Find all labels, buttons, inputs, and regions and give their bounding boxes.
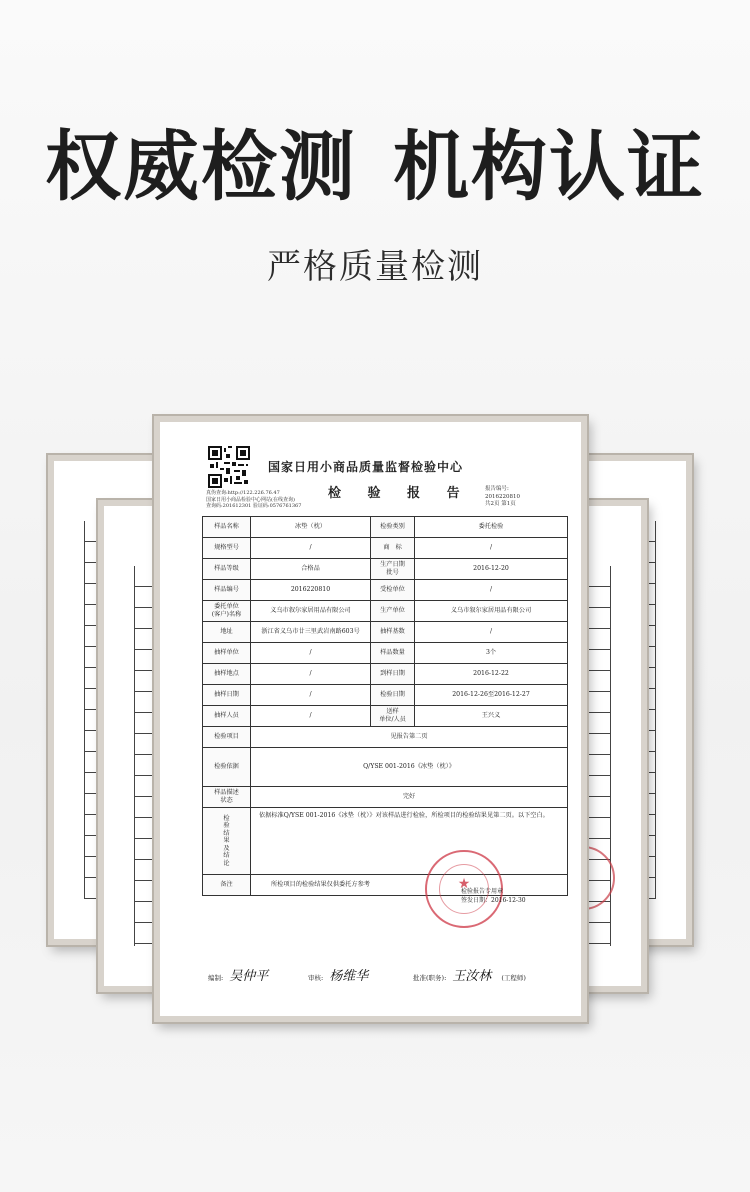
approver-signature: 批准(职务): 王汝林 (工程师) — [413, 969, 526, 984]
headline — [0, 122, 750, 212]
cell-label: 地址 — [203, 622, 251, 643]
sign-date: 签发日期：2016-12-30 — [461, 897, 526, 904]
cell-value: 完好 — [251, 787, 568, 808]
qr-code-icon — [208, 446, 250, 488]
cell-label: 检验日期 — [371, 685, 415, 706]
cell-value: / — [251, 664, 371, 685]
table-row — [203, 517, 568, 538]
report-title: 检 验 报 告 — [328, 486, 471, 501]
cell-value: / — [415, 580, 568, 601]
cell-label: 商 标 — [371, 538, 415, 559]
center-name: 国家日用小商品质量监督检验中心 — [268, 460, 464, 474]
inspection-report — [168, 430, 573, 1008]
cell-value: 冰垫（枕） — [251, 517, 371, 538]
table-row — [203, 808, 568, 875]
conclusion-text: 依据标准Q/YSE 001-2016《冰垫（枕）》对该样品进行检验，所检项目的检验结果见第二页。以下空白。 — [259, 812, 549, 819]
page-info: 共2页 第1页 — [485, 501, 516, 507]
table-row — [203, 706, 568, 727]
headline-part1: 权威检测 — [45, 122, 357, 211]
query-line: 真伪查询:http://122.226.76.47 — [206, 490, 280, 496]
cell-label: 送样 单位/人员 — [371, 706, 415, 727]
cell-label: 到样日期 — [371, 664, 415, 685]
cell-label: 检验依据 — [203, 748, 251, 787]
cell-value: / — [415, 622, 568, 643]
cell-label: 检验项目 — [203, 727, 251, 748]
report-table — [202, 516, 568, 896]
cell-label: 样品等级 — [203, 559, 251, 580]
cell-value: 2016-12-22 — [415, 664, 568, 685]
table-row — [203, 601, 568, 622]
cell-label: 抽样基数 — [371, 622, 415, 643]
cell-label: 受检单位 — [371, 580, 415, 601]
cell-value: / — [251, 685, 371, 706]
table-row — [203, 538, 568, 559]
cell-value: 所检项目的检验结果仅供委托方参考 — [251, 875, 568, 896]
cell-label: 抽样地点 — [203, 664, 251, 685]
cell-value: 委托检验 — [415, 517, 568, 538]
cell-value: 浙江省义乌市廿三里武岩南路603号 — [251, 622, 371, 643]
report-number-block — [485, 486, 520, 509]
cell-label: 样品数量 — [371, 643, 415, 664]
cell-value: / — [415, 538, 568, 559]
cell-label: 样品名称 — [203, 517, 251, 538]
cell-label: 抽样人员 — [203, 706, 251, 727]
table-row — [203, 580, 568, 601]
cell-label: 备注 — [203, 875, 251, 896]
query-line: 国家日用小商品检验中心网站(在线查询) — [206, 496, 295, 503]
table-row — [203, 787, 568, 808]
cell-value: 见报告第二页 — [251, 727, 568, 748]
cell-value: / — [251, 706, 371, 727]
cell-value: / — [251, 643, 371, 664]
table-row — [203, 664, 568, 685]
cell-label: 规格型号 — [203, 538, 251, 559]
cell-label: 样品描述 状态 — [203, 787, 251, 808]
cell-label: 检验类别 — [371, 517, 415, 538]
report-number: 2016220810 — [485, 493, 520, 500]
headline-part2: 机构认证 — [393, 122, 705, 211]
official-seal: ★ — [425, 850, 503, 928]
table-row — [203, 643, 568, 664]
cell-value: Q/YSE 001-2016《冰垫（枕）》 — [251, 748, 568, 787]
cell-label: 委托单位 (客户)名称 — [203, 601, 251, 622]
cell-value: 王兴义 — [415, 706, 568, 727]
cell-label: 样品编号 — [203, 580, 251, 601]
cell-label: 生产日期 批号 — [371, 559, 415, 580]
table-row — [203, 622, 568, 643]
cell-value: 2016220810 — [251, 580, 371, 601]
cell-value: 2016-12-20 — [415, 559, 568, 580]
table-row — [203, 748, 568, 787]
cell-value: 2016-12-26至2016-12-27 — [415, 685, 568, 706]
cell-value: 义乌市叙尔家居用品有限公司 — [251, 601, 371, 622]
cell-label: 检 验 结 果 及 结 论 — [203, 808, 251, 875]
table-row — [203, 685, 568, 706]
cell-label: 生产单位 — [371, 601, 415, 622]
stamp-note: 检验报告专用章 — [461, 888, 504, 895]
inspection-report-frame — [154, 416, 587, 1022]
query-line: 查询码:201612301 验证码:0576761367 — [206, 503, 302, 509]
editor-signature: 编制: 吴仲平 — [208, 969, 269, 984]
cell-value: / — [251, 538, 371, 559]
cell-label: 抽样单位 — [203, 643, 251, 664]
reviewer-signature: 审核: 杨维华 — [308, 969, 369, 984]
table-row — [203, 875, 568, 896]
table-row — [203, 727, 568, 748]
cell-label: 抽样日期 — [203, 685, 251, 706]
cell-value: 3个 — [415, 643, 568, 664]
cell-value: 合格品 — [251, 559, 371, 580]
table-row — [203, 559, 568, 580]
subheadline: 严格质量检测 — [267, 247, 483, 287]
conclusion-cell — [251, 808, 568, 875]
cell-value: 义乌市叙尔家居用品有限公司 — [415, 601, 568, 622]
query-info — [206, 490, 301, 510]
report-number-label: 报告编号: — [485, 486, 509, 492]
